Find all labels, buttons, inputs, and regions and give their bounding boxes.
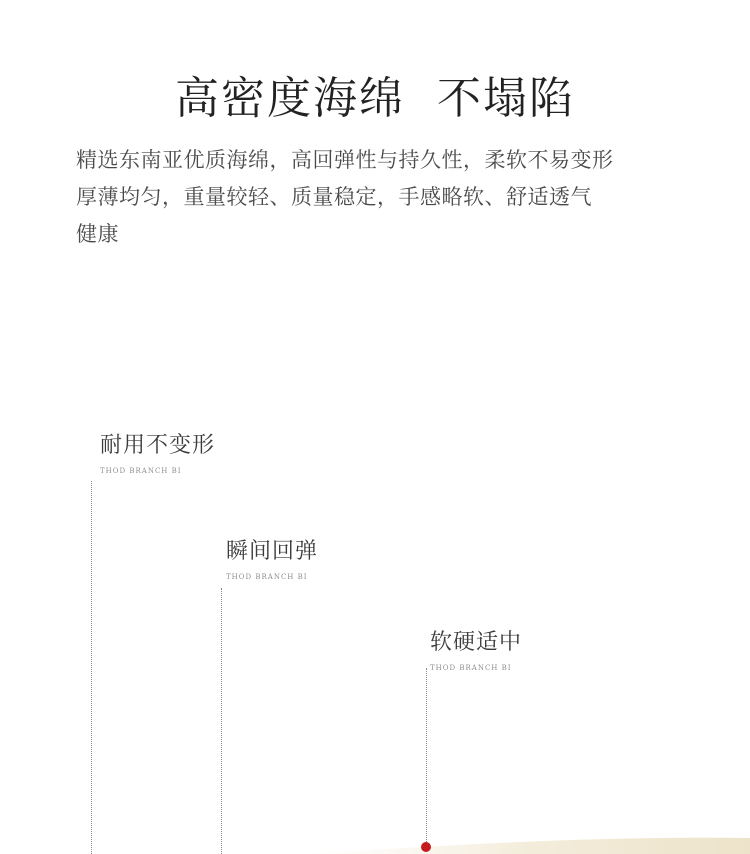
feature-durable: [100, 432, 215, 476]
feature-rebound-label: 瞬间回弹: [226, 539, 319, 564]
marker-dot: [421, 842, 431, 852]
feature-durable-line: [91, 481, 92, 854]
feature-softness: [430, 629, 522, 673]
feature-rebound-subtitle: THOD BRANCH BI: [226, 573, 308, 581]
feature-softness-label: 软硬适中: [430, 630, 523, 655]
section-title: 高密度海绵 不塌陷: [175, 73, 575, 124]
description-line-1: 精选东南亚优质海绵，高回弹性与持久性，柔软不易变形: [76, 148, 614, 172]
description-line-3: 健康: [76, 222, 119, 246]
description-line-2: 厚薄均匀，重量较轻、质量稳定，手感略软、舒适透气: [76, 185, 592, 209]
feature-rebound-line: [221, 588, 222, 854]
feature-softness-subtitle: THOD BRANCH BI: [430, 664, 512, 672]
description-text: [76, 142, 686, 253]
feature-rebound: [226, 538, 318, 582]
feature-softness-line: [426, 668, 427, 844]
feature-durable-label: 耐用不变形: [100, 433, 216, 458]
feature-durable-subtitle: THOD BRANCH BI: [100, 467, 182, 475]
